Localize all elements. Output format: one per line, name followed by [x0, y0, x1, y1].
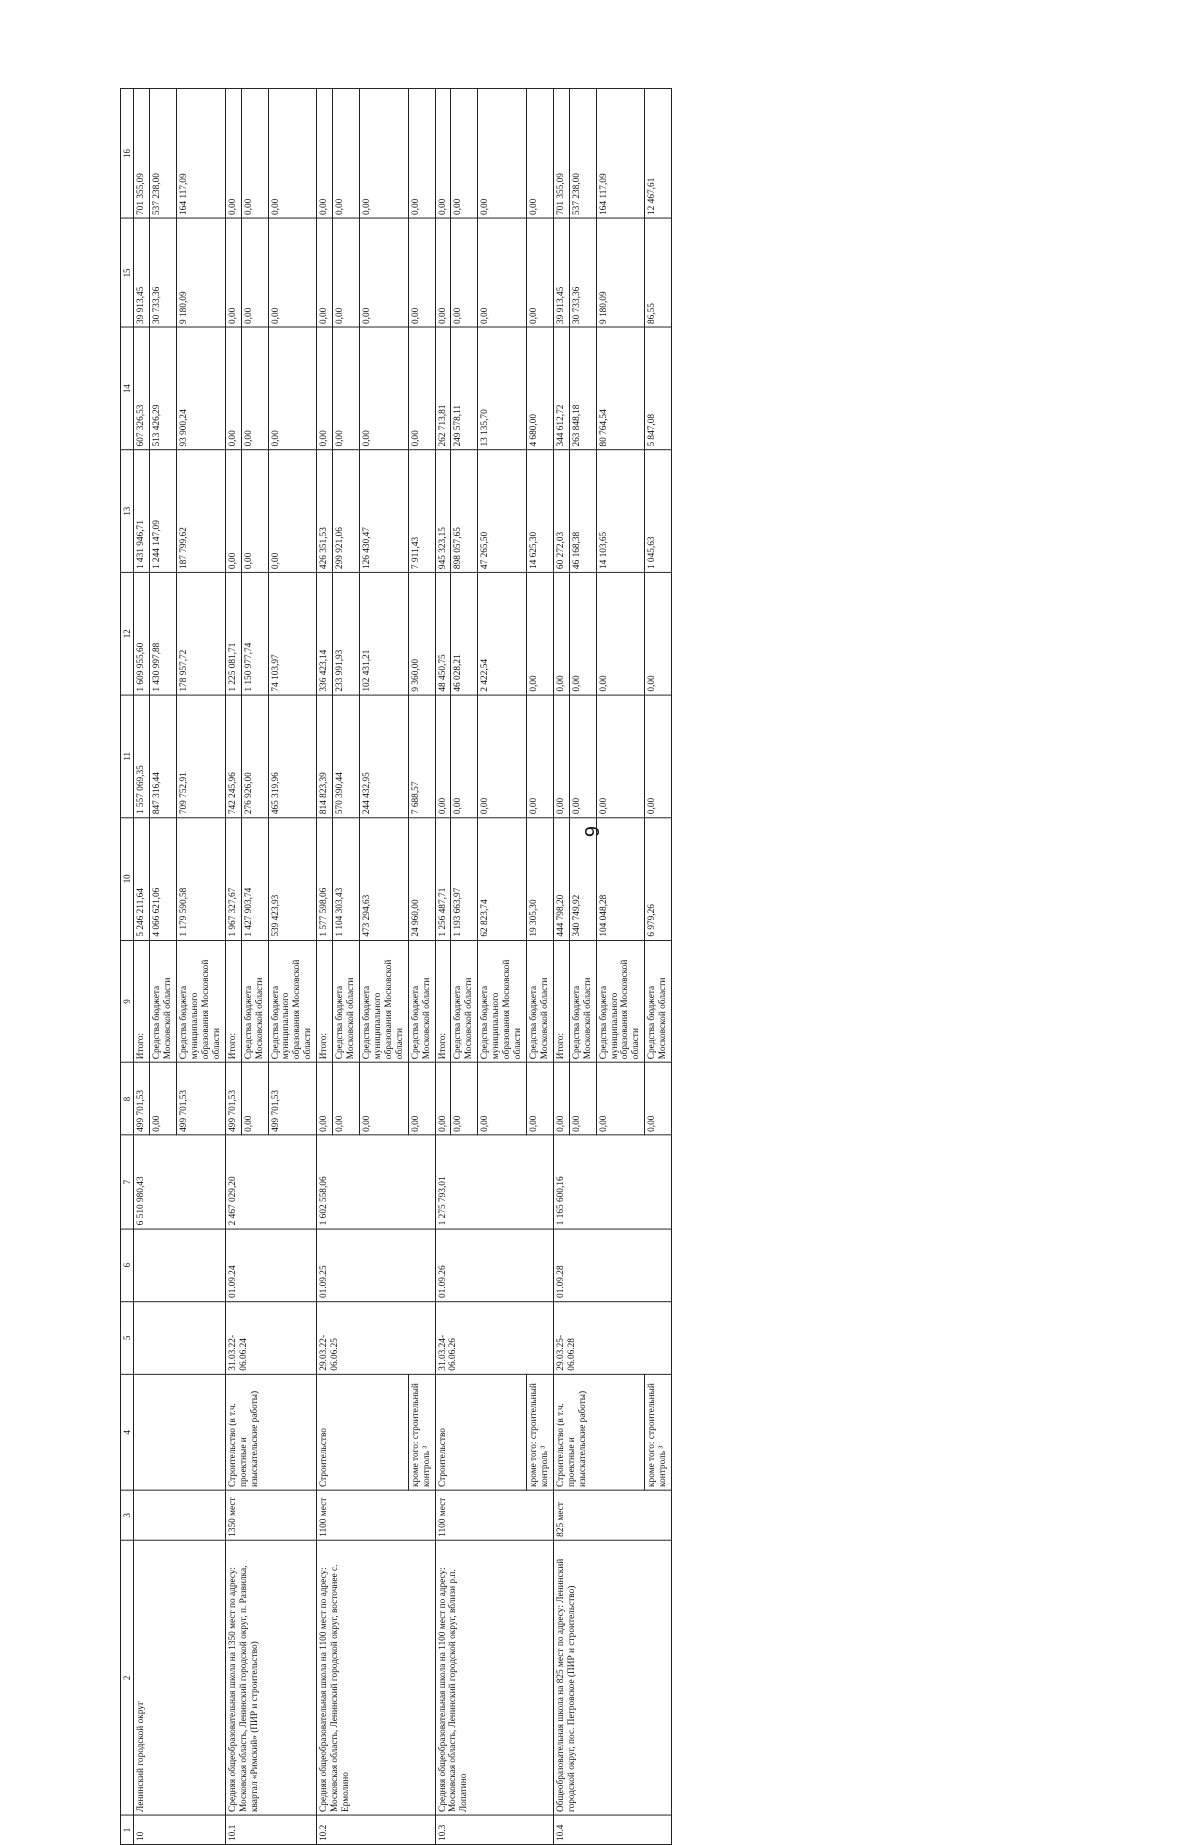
table-cell: Строительство (в т.ч. проектные и изыскательские работы)	[553, 1374, 644, 1490]
table-cell: Средства бюджета Московской области	[241, 940, 268, 1063]
table-cell: 0,00	[225, 450, 241, 573]
column-number: 12	[121, 573, 134, 696]
table-cell: 0,00	[360, 218, 409, 327]
table-cell: 0,00	[333, 1063, 360, 1136]
table-cell: Средства бюджета муниципального образования Московской области	[478, 940, 527, 1063]
table-cell: 0,00	[408, 218, 435, 327]
table-cell: 30 733,36	[569, 218, 596, 327]
table-cell: 0,00	[527, 695, 554, 818]
table-cell: 30 733,36	[150, 218, 177, 327]
table-cell: 0,00	[645, 1063, 672, 1136]
table-cell: 1 557 069,35	[134, 695, 150, 818]
table-cell: 537 238,00	[150, 88, 177, 218]
table-cell: 1 150 977,74	[241, 573, 268, 696]
table-cell: 0,00	[241, 88, 268, 218]
table-cell: 0,00	[451, 218, 478, 327]
table-cell: Средняя общеобразовательная школа на 1100 мест по адресу: Московская область, Ленинский городской округ, вблизи р.п. Лопатино	[435, 1540, 553, 1815]
table-cell: 0,00	[360, 327, 409, 450]
table-cell: 0,00	[527, 88, 554, 218]
table-cell: 0,00	[317, 327, 333, 450]
table-cell: 499 701,53	[177, 1063, 226, 1136]
table-cell: 0,00	[268, 88, 317, 218]
table-cell: 0,00	[435, 88, 451, 218]
table-cell: 1100 мест	[317, 1490, 435, 1540]
table-cell: Средства бюджета муниципального образования Московской области	[177, 940, 226, 1063]
table-cell: 164 117,09	[596, 88, 645, 218]
table-cell: 1 104 303,43	[333, 818, 360, 941]
table-cell: 93 900,24	[177, 327, 226, 450]
table-cell: 0,00	[317, 1063, 333, 1136]
table-cell: 0,00	[408, 88, 435, 218]
table-cell: 0,00	[478, 218, 527, 327]
table-cell: 0,00	[268, 218, 317, 327]
table-cell: 74 103,97	[268, 573, 317, 696]
table-cell: 10.1	[225, 1815, 316, 1844]
table-cell: кроме того: строительный контроль ³	[645, 1374, 672, 1490]
table-cell: 1 256 487,71	[435, 818, 451, 941]
table-cell: 262 713,81	[435, 327, 451, 450]
table-cell: 0,00	[317, 218, 333, 327]
table-cell: 01.09.28	[553, 1229, 671, 1302]
table-cell: 0,00	[451, 88, 478, 218]
table-cell: 31.03.24-06.06.26	[435, 1301, 553, 1374]
column-number-row	[121, 88, 134, 1844]
table-cell: 0,00	[553, 1063, 569, 1136]
table-cell: 102 431,21	[360, 573, 409, 696]
table-cell: 9 360,00	[408, 573, 435, 696]
table-cell: Средства бюджета Московской области	[645, 940, 672, 1063]
budget-table-rotated	[120, 88, 672, 1845]
table-cell: 14 625,30	[527, 450, 554, 573]
table-row	[317, 88, 333, 1844]
column-number: 13	[121, 450, 134, 573]
table-cell: Средства бюджета Московской области	[150, 940, 177, 1063]
table-cell: 164 117,09	[177, 88, 226, 218]
table-cell: 5 847,08	[645, 327, 672, 450]
table-cell: 10.3	[435, 1815, 553, 1844]
table-cell: Итого:	[317, 940, 333, 1063]
table-cell: Итого:	[134, 940, 150, 1063]
table-cell: 0,00	[408, 1063, 435, 1136]
column-number: 14	[121, 327, 134, 450]
table-cell: Строительство (в т.ч. проектные и изыскательские работы)	[225, 1374, 316, 1490]
table-cell: 0,00	[553, 695, 569, 818]
table-cell: кроме того: строительный контроль ³	[527, 1374, 554, 1490]
column-number: 1	[121, 1815, 134, 1844]
table-cell: Итого:	[553, 940, 569, 1063]
table-cell: Общеобразовательная школа на 825 мест по адресу: Ленинский городской округ, пос. Петровское (ПИР и строительство)	[553, 1540, 671, 1815]
table-cell: 0,00	[317, 88, 333, 218]
table-cell: 444 798,20	[553, 818, 569, 941]
table-cell: 1 602 558,06	[317, 1135, 435, 1228]
table-cell: Ленинский городской округ	[134, 1540, 225, 1815]
table-cell: 10.4	[553, 1815, 671, 1844]
table-cell: кроме того: строительный контроль ³	[408, 1374, 435, 1490]
table-cell: 0,00	[569, 1063, 596, 1136]
table-cell: Средства бюджета Московской области	[569, 940, 596, 1063]
table-cell: Средняя общеобразовательная школа на 1350 мест по адресу: Московская область, Ленинский городской округ, п. Развилка, квартал «Римский» (ПИР и строительство)	[225, 1540, 316, 1815]
table-cell: 24 960,00	[408, 818, 435, 941]
table-cell: 0,00	[596, 1063, 645, 1136]
table-cell: 6 979,26	[645, 818, 672, 941]
table-cell: 0,00	[225, 327, 241, 450]
table-cell: 0,00	[241, 218, 268, 327]
table-cell: 14 103,65	[596, 450, 645, 573]
table-cell: 0,00	[527, 573, 554, 696]
table-cell: 0,00	[527, 1063, 554, 1136]
table-cell: 898 057,65	[451, 450, 478, 573]
column-number: 2	[121, 1540, 134, 1815]
table-cell: 12 467,61	[645, 88, 672, 218]
table-cell: 1 427 903,74	[241, 818, 268, 941]
table-cell: 499 701,53	[268, 1063, 317, 1136]
table-cell: Средства бюджета Московской области	[451, 940, 478, 1063]
table-row	[553, 88, 569, 1844]
column-number: 5	[121, 1301, 134, 1374]
table-cell: 0,00	[478, 695, 527, 818]
table-row	[435, 88, 451, 1844]
table-cell: 709 752,91	[177, 695, 226, 818]
table-cell: 1100 мест	[435, 1490, 553, 1540]
table-cell: Строительство	[317, 1374, 408, 1490]
table-cell: 0,00	[360, 88, 409, 218]
table-cell: 62 823,74	[478, 818, 527, 941]
table-cell: 4 680,00	[527, 327, 554, 450]
table-cell: 539 423,93	[268, 818, 317, 941]
table-cell: 0,00	[435, 1063, 451, 1136]
table-cell: 1 609 955,60	[134, 573, 150, 696]
table-cell: 6 510 980,43	[134, 1135, 225, 1228]
table-cell: 0,00	[360, 1063, 409, 1136]
table-cell: 742 245,96	[225, 695, 241, 818]
table-cell: 13 135,70	[478, 327, 527, 450]
table-cell: 1 275 793,01	[435, 1135, 553, 1228]
table-cell: 0,00	[527, 218, 554, 327]
table-cell: 4 066 621,06	[150, 818, 177, 941]
table-cell: 263 848,18	[569, 327, 596, 450]
table-cell: 39 913,45	[553, 218, 569, 327]
table-cell: 499 701,53	[225, 1063, 241, 1136]
column-number: 4	[121, 1374, 134, 1490]
table-cell: 0,00	[333, 218, 360, 327]
table-cell: 0,00	[225, 88, 241, 218]
table-cell: Средства бюджета муниципального образования Московской области	[268, 940, 317, 1063]
table-cell: 299 921,06	[333, 450, 360, 573]
table-cell: 426 351,53	[317, 450, 333, 573]
table-cell: 1 577 598,06	[317, 818, 333, 941]
table-cell	[134, 1229, 225, 1302]
table-cell: 01.09.25	[317, 1229, 435, 1302]
table-cell: 2 422,54	[478, 573, 527, 696]
table-cell: 0,00	[435, 218, 451, 327]
table-cell: Итого:	[435, 940, 451, 1063]
column-number: 9	[121, 940, 134, 1063]
table-cell: Итого:	[225, 940, 241, 1063]
table-cell: 344 612,72	[553, 327, 569, 450]
table-cell: 233 991,93	[333, 573, 360, 696]
table-cell: 86,55	[645, 218, 672, 327]
table-cell: 0,00	[333, 88, 360, 218]
table-cell: 1 225 081,71	[225, 573, 241, 696]
table-cell: 499 701,53	[134, 1063, 150, 1136]
table-cell: 1 431 946,71	[134, 450, 150, 573]
table-cell: 244 432,95	[360, 695, 409, 818]
table-cell: 1 430 997,88	[150, 573, 177, 696]
table-cell: 187 799,62	[177, 450, 226, 573]
table-cell: 0,00	[553, 573, 569, 696]
table-cell: 0,00	[150, 1063, 177, 1136]
column-number: 16	[121, 88, 134, 218]
table-cell: 473 294,63	[360, 818, 409, 941]
table-cell: 607 326,53	[134, 327, 150, 450]
table-cell: 0,00	[225, 218, 241, 327]
table-cell: 46 028,21	[451, 573, 478, 696]
table-cell	[134, 1374, 225, 1490]
table-cell: 465 319,96	[268, 695, 317, 818]
table-cell: 0,00	[241, 1063, 268, 1136]
table-cell: 80 764,54	[596, 327, 645, 450]
column-number: 15	[121, 218, 134, 327]
column-number: 7	[121, 1135, 134, 1228]
table-cell: 249 578,11	[451, 327, 478, 450]
table-cell: 29.03.25-06.06.28	[553, 1301, 671, 1374]
table-cell: 0,00	[268, 327, 317, 450]
table-body	[134, 88, 672, 1844]
table-cell: 126 430,47	[360, 450, 409, 573]
table-cell: 0,00	[645, 695, 672, 818]
table-cell: 1 179 590,58	[177, 818, 226, 941]
table-cell: 31.03.22-06.06.24	[225, 1301, 316, 1374]
table-cell: Строительство	[435, 1374, 526, 1490]
table-cell: 0,00	[241, 327, 268, 450]
table-cell: 1350 мест	[225, 1490, 316, 1540]
table-cell: 47 265,50	[478, 450, 527, 573]
table-cell: Средства бюджета Московской области	[333, 940, 360, 1063]
table-cell: 39 913,45	[134, 218, 150, 327]
column-number: 6	[121, 1229, 134, 1302]
table-cell: 0,00	[435, 695, 451, 818]
table-cell: 10	[134, 1815, 225, 1844]
table-cell: 5 246 211,64	[134, 818, 150, 941]
table-cell: 825 мест	[553, 1490, 671, 1540]
budget-table	[120, 88, 672, 1845]
table-cell: 0,00	[451, 695, 478, 818]
column-number: 11	[121, 695, 134, 818]
table-row	[225, 88, 241, 1844]
table-cell: Средства бюджета Московской области	[527, 940, 554, 1063]
table-cell: 701 355,09	[553, 88, 569, 218]
table-cell: 847 316,44	[150, 695, 177, 818]
table-cell: 1 967 327,67	[225, 818, 241, 941]
table-cell: 570 390,44	[333, 695, 360, 818]
table-cell: 9 180,09	[177, 218, 226, 327]
table-cell: 29.03.22-06.06.25	[317, 1301, 435, 1374]
table-cell: 0,00	[268, 450, 317, 573]
table-cell: Средства бюджета Московской области	[408, 940, 435, 1063]
table-cell: Средняя общеобразовательная школа на 1100 мест по адресу: Московская область, Ленинский городской округ, восточнее с. Ермолино	[317, 1540, 435, 1815]
table-cell: 0,00	[569, 695, 596, 818]
column-number: 3	[121, 1490, 134, 1540]
table-cell: 0,00	[478, 88, 527, 218]
table-cell: 60 272,03	[553, 450, 569, 573]
table-cell: 336 423,14	[317, 573, 333, 696]
table-cell: 178 957,72	[177, 573, 226, 696]
table-cell: Средства бюджета муниципального образования Московской области	[596, 940, 645, 1063]
table-cell: 0,00	[408, 327, 435, 450]
table-cell: 1 193 663,97	[451, 818, 478, 941]
table-cell: Средства бюджета муниципального образования Московской области	[360, 940, 409, 1063]
table-cell: 1 045,63	[645, 450, 672, 573]
column-number: 8	[121, 1063, 134, 1136]
table-cell: 513 426,29	[150, 327, 177, 450]
table-cell: 0,00	[478, 1063, 527, 1136]
table-cell: 10.2	[317, 1815, 435, 1844]
table-row	[134, 88, 150, 1844]
table-cell: 340 749,92	[569, 818, 596, 941]
table-cell: 945 323,15	[435, 450, 451, 573]
table-cell: 814 823,39	[317, 695, 333, 818]
table-cell: 1 165 600,16	[553, 1135, 671, 1228]
table-cell: 46 168,38	[569, 450, 596, 573]
table-cell	[134, 1490, 225, 1540]
table-cell: 0,00	[241, 450, 268, 573]
table-cell: 2 467 029,20	[225, 1135, 316, 1228]
table-cell: 19 305,30	[527, 818, 554, 941]
table-cell: 0,00	[596, 695, 645, 818]
table-cell: 48 450,75	[435, 573, 451, 696]
table-cell: 0,00	[451, 1063, 478, 1136]
column-number: 10	[121, 818, 134, 941]
table-cell: 0,00	[645, 573, 672, 696]
page-number: 9	[582, 825, 605, 838]
table-cell: 276 926,00	[241, 695, 268, 818]
table-cell: 0,00	[596, 573, 645, 696]
table-cell: 7 911,43	[408, 450, 435, 573]
table-cell: 01.09.26	[435, 1229, 553, 1302]
table-cell: 0,00	[569, 573, 596, 696]
table-cell: 9 180,09	[596, 218, 645, 327]
table-cell: 0,00	[333, 327, 360, 450]
table-cell: 01.09.24	[225, 1229, 316, 1302]
table-cell: 104 048,28	[596, 818, 645, 941]
table-cell: 537 238,00	[569, 88, 596, 218]
table-cell: 1 244 147,09	[150, 450, 177, 573]
table-cell	[134, 1301, 225, 1374]
table-cell: 7 688,57	[408, 695, 435, 818]
table-cell: 701 355,09	[134, 88, 150, 218]
